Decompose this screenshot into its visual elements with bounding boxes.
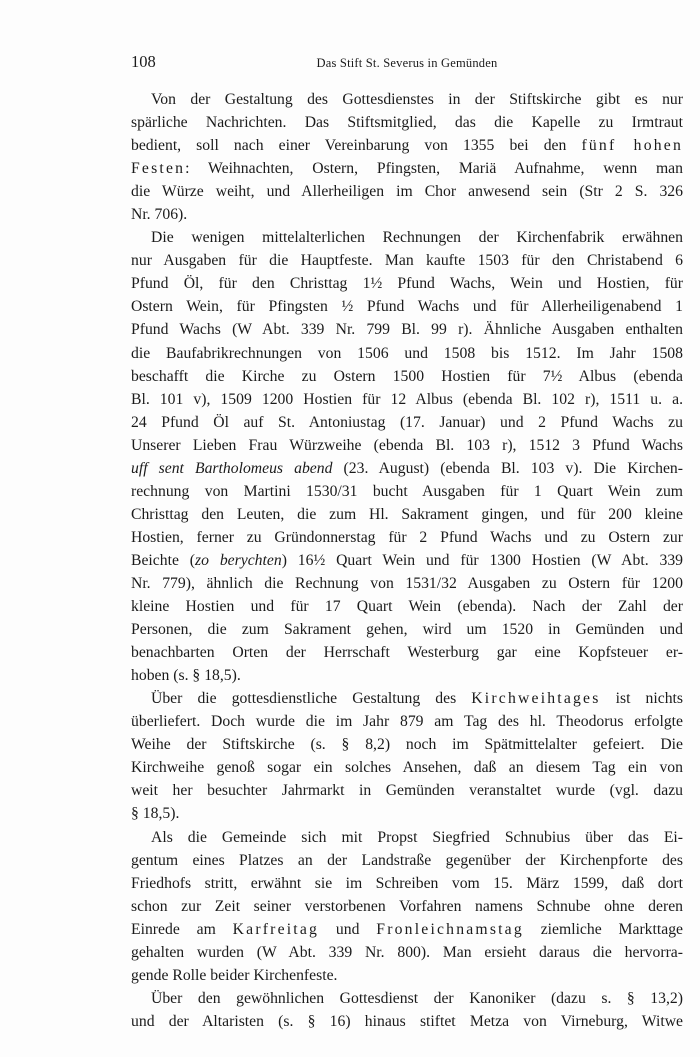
text-segment: ist nichts bbox=[600, 690, 683, 708]
text-segment: und bbox=[319, 920, 377, 938]
text-segment: schon zur Zeit seiner verstorbenen Vorfahren namens Schnube ohne deren bbox=[131, 897, 683, 915]
text-segment: beschafft die Kirche zu Ostern 1500 Hostien für 7½ Albus (ebenda bbox=[131, 367, 683, 385]
text-segment: weit her besuchter Jahrmarkt in Gemünden veranstaltet wurde (vgl. dazu bbox=[131, 782, 683, 800]
text-segment: Unserer Lieben Frau Würzweihe (ebenda Bl. 103 r), 1512 3 Pfund Wachs bbox=[131, 436, 683, 454]
text-line bbox=[131, 503, 683, 526]
text-segment: Die wenigen mittelalterlichen Rechnungen der Kirchenfabrik erwähnen bbox=[151, 229, 683, 247]
text-line bbox=[131, 480, 683, 503]
text-line bbox=[131, 318, 683, 341]
text-line bbox=[131, 572, 683, 595]
text-segment: Hostien, ferner zu Gründonnerstag für 2 Pfund Wachs und zu Ostern zur bbox=[131, 528, 683, 546]
spaced-emphasis: fünf hohen bbox=[581, 137, 683, 155]
text-line bbox=[131, 687, 683, 710]
text-line bbox=[131, 595, 683, 618]
text-line bbox=[131, 180, 683, 203]
text-segment: kleine Hostien und für 17 Quart Wein (ebenda). Nach der Zahl der bbox=[131, 598, 683, 616]
page-number: 108 bbox=[131, 52, 156, 71]
text-segment: gende Rolle beider Kirchenfeste. bbox=[131, 966, 338, 984]
text-segment: Friedhofs stritt, erwähnt sie im Schreiben vom 15. März 1599, daß dort bbox=[131, 874, 683, 892]
text-segment: gehalten wurden (W Abt. 339 Nr. 800). Man ersieht daraus die hervorra- bbox=[131, 943, 683, 961]
text-segment: die Würze weiht, und Allerheiligen im Chor anwesend sein (Str 2 S. 326 bbox=[131, 183, 683, 201]
text-segment: Pfund Öl, für den Christtag 1½ Pfund Wachs, Wein und Hostien, für bbox=[131, 275, 683, 293]
text-segment: Als die Gemeinde sich mit Propst Siegfried Schnubius über das Ei- bbox=[151, 828, 683, 846]
text-segment: spärliche Nachrichten. Das Stiftsmitglied, das die Kapelle zu Irmtraut bbox=[131, 114, 683, 132]
text-line bbox=[131, 203, 683, 226]
text-line bbox=[131, 549, 683, 572]
spaced-emphasis: Festen bbox=[131, 160, 186, 178]
text-segment: rechnung von Martini 1530/31 bucht Ausgaben für 1 Quart Wein zum bbox=[131, 482, 683, 500]
text-segment: § 18,5). bbox=[131, 805, 180, 823]
text-line bbox=[131, 895, 683, 918]
text-line bbox=[131, 434, 683, 457]
spaced-emphasis: Fronleichnamstag bbox=[376, 920, 524, 938]
text-segment: Einrede am bbox=[131, 920, 233, 938]
running-title: Das Stift St. Severus in Gemünden bbox=[316, 56, 498, 70]
text-segment: ) 16½ Quart Wein und für 1300 Hostien (W Abt. 339 bbox=[281, 551, 684, 569]
text-line bbox=[131, 618, 683, 641]
text-segment: Von der Gestaltung des Gottesdienstes in der Stiftskirche gibt es nur bbox=[151, 91, 683, 108]
text-segment: 24 Pfund Öl auf St. Antoniustag (17. Januar) und 2 Pfund Wachs zu bbox=[131, 413, 683, 431]
text-line bbox=[131, 941, 683, 964]
text-line bbox=[131, 249, 683, 272]
text-line bbox=[131, 664, 683, 687]
text-segment: die Baufabrikrechnungen von 1506 und 1508 bis 1512. Im Jahr 1508 bbox=[131, 344, 683, 362]
text-segment: Bl. 101 v), 1509 1200 Hostien für 12 Albus (ebenda Bl. 102 r), 1511 u. a. bbox=[131, 390, 683, 408]
text-line bbox=[131, 710, 683, 733]
text-line bbox=[131, 987, 683, 1010]
text-line bbox=[131, 526, 683, 549]
text-line bbox=[131, 272, 683, 295]
text-segment: hoben (s. § 18,5). bbox=[131, 667, 241, 685]
body-text bbox=[131, 88, 683, 1033]
text-line bbox=[131, 134, 683, 157]
text-segment: : Weihnachten, Ostern, Pfingsten, Mariä Aufnahme, wenn man bbox=[185, 160, 683, 178]
text-segment: nur Ausgaben für die Hauptfeste. Man kaufte 1503 für den Christabend 6 bbox=[131, 252, 683, 270]
text-segment: Beichte ( bbox=[131, 551, 196, 569]
text-line bbox=[131, 226, 683, 249]
text-segment: Nr. 779), ähnlich die Rechnung von 1531/32 Ausgaben zu Ostern für 1200 bbox=[131, 574, 683, 592]
text-segment: Pfund Wachs (W Abt. 339 Nr. 799 Bl. 99 r). Ähnliche Ausgaben enthalten bbox=[131, 321, 683, 339]
text-line bbox=[131, 918, 683, 941]
text-line bbox=[131, 365, 683, 388]
text-segment: bedient, soll nach einer Vereinbarung von 1355 bei den bbox=[131, 137, 582, 155]
text-line bbox=[131, 342, 683, 365]
text-line bbox=[131, 779, 683, 802]
text-segment: Kirchweihe genoß sogar ein solches Ansehen, daß an diesem Tag ein von bbox=[131, 759, 683, 777]
italic-quote: uff sent Bartholomeus abend bbox=[131, 459, 333, 477]
page-header bbox=[131, 52, 683, 76]
text-line bbox=[131, 849, 683, 872]
text-segment: gentum eines Platzes an der Landstraße gegenüber der Kirchenpforte des bbox=[131, 851, 683, 869]
text-line bbox=[131, 756, 683, 779]
text-line bbox=[131, 1010, 683, 1033]
text-segment: (23. August) (ebenda Bl. 103 v). Die Kirchen- bbox=[332, 459, 683, 477]
text-line bbox=[131, 457, 683, 480]
text-line bbox=[131, 411, 683, 434]
text-segment: benachbarten Orten der Herrschaft Westerburg gar eine Kopfsteuer er- bbox=[131, 644, 683, 662]
text-segment: und der Altaristen (s. § 16) hinaus stiftet Metza von Virneburg, Witwe bbox=[131, 1012, 683, 1030]
text-line bbox=[131, 388, 683, 411]
text-line bbox=[131, 111, 683, 134]
spaced-emphasis: Kirchweihtages bbox=[471, 690, 601, 708]
text-line bbox=[131, 872, 683, 895]
text-line bbox=[131, 295, 683, 318]
spaced-emphasis: Karfreitag bbox=[232, 920, 320, 938]
text-segment: Christtag den Leuten, die zum Hl. Sakrament gingen, und für 200 kleine bbox=[131, 505, 683, 523]
text-segment: Nr. 706). bbox=[131, 206, 188, 224]
text-line bbox=[131, 802, 683, 825]
text-segment: Weihe der Stiftskirche (s. § 8,2) noch im Spätmittelalter gefeiert. Die bbox=[131, 736, 683, 754]
text-line bbox=[131, 826, 683, 849]
text-segment: Ostern Wein, für Pfingsten ½ Pfund Wachs und für Allerheiligenabend 1 bbox=[131, 298, 683, 316]
text-segment: Über den gewöhnlichen Gottesdienst der Kanoniker (dazu s. § 13,2) bbox=[151, 989, 683, 1007]
text-line bbox=[131, 964, 683, 987]
text-line bbox=[131, 641, 683, 664]
text-segment: Über die gottesdienstliche Gestaltung des bbox=[151, 690, 472, 708]
text-segment: ziemliche Markttage bbox=[523, 920, 683, 938]
text-segment: überliefert. Doch wurde die im Jahr 879 am Tag des hl. Theodorus erfolgte bbox=[131, 713, 683, 731]
italic-quote: zo berychten bbox=[195, 551, 282, 569]
text-segment: Personen, die zum Sakrament gehen, wird um 1520 in Gemünden und bbox=[131, 621, 683, 639]
text-line bbox=[131, 157, 683, 180]
text-line bbox=[131, 733, 683, 756]
text-line bbox=[131, 88, 683, 111]
